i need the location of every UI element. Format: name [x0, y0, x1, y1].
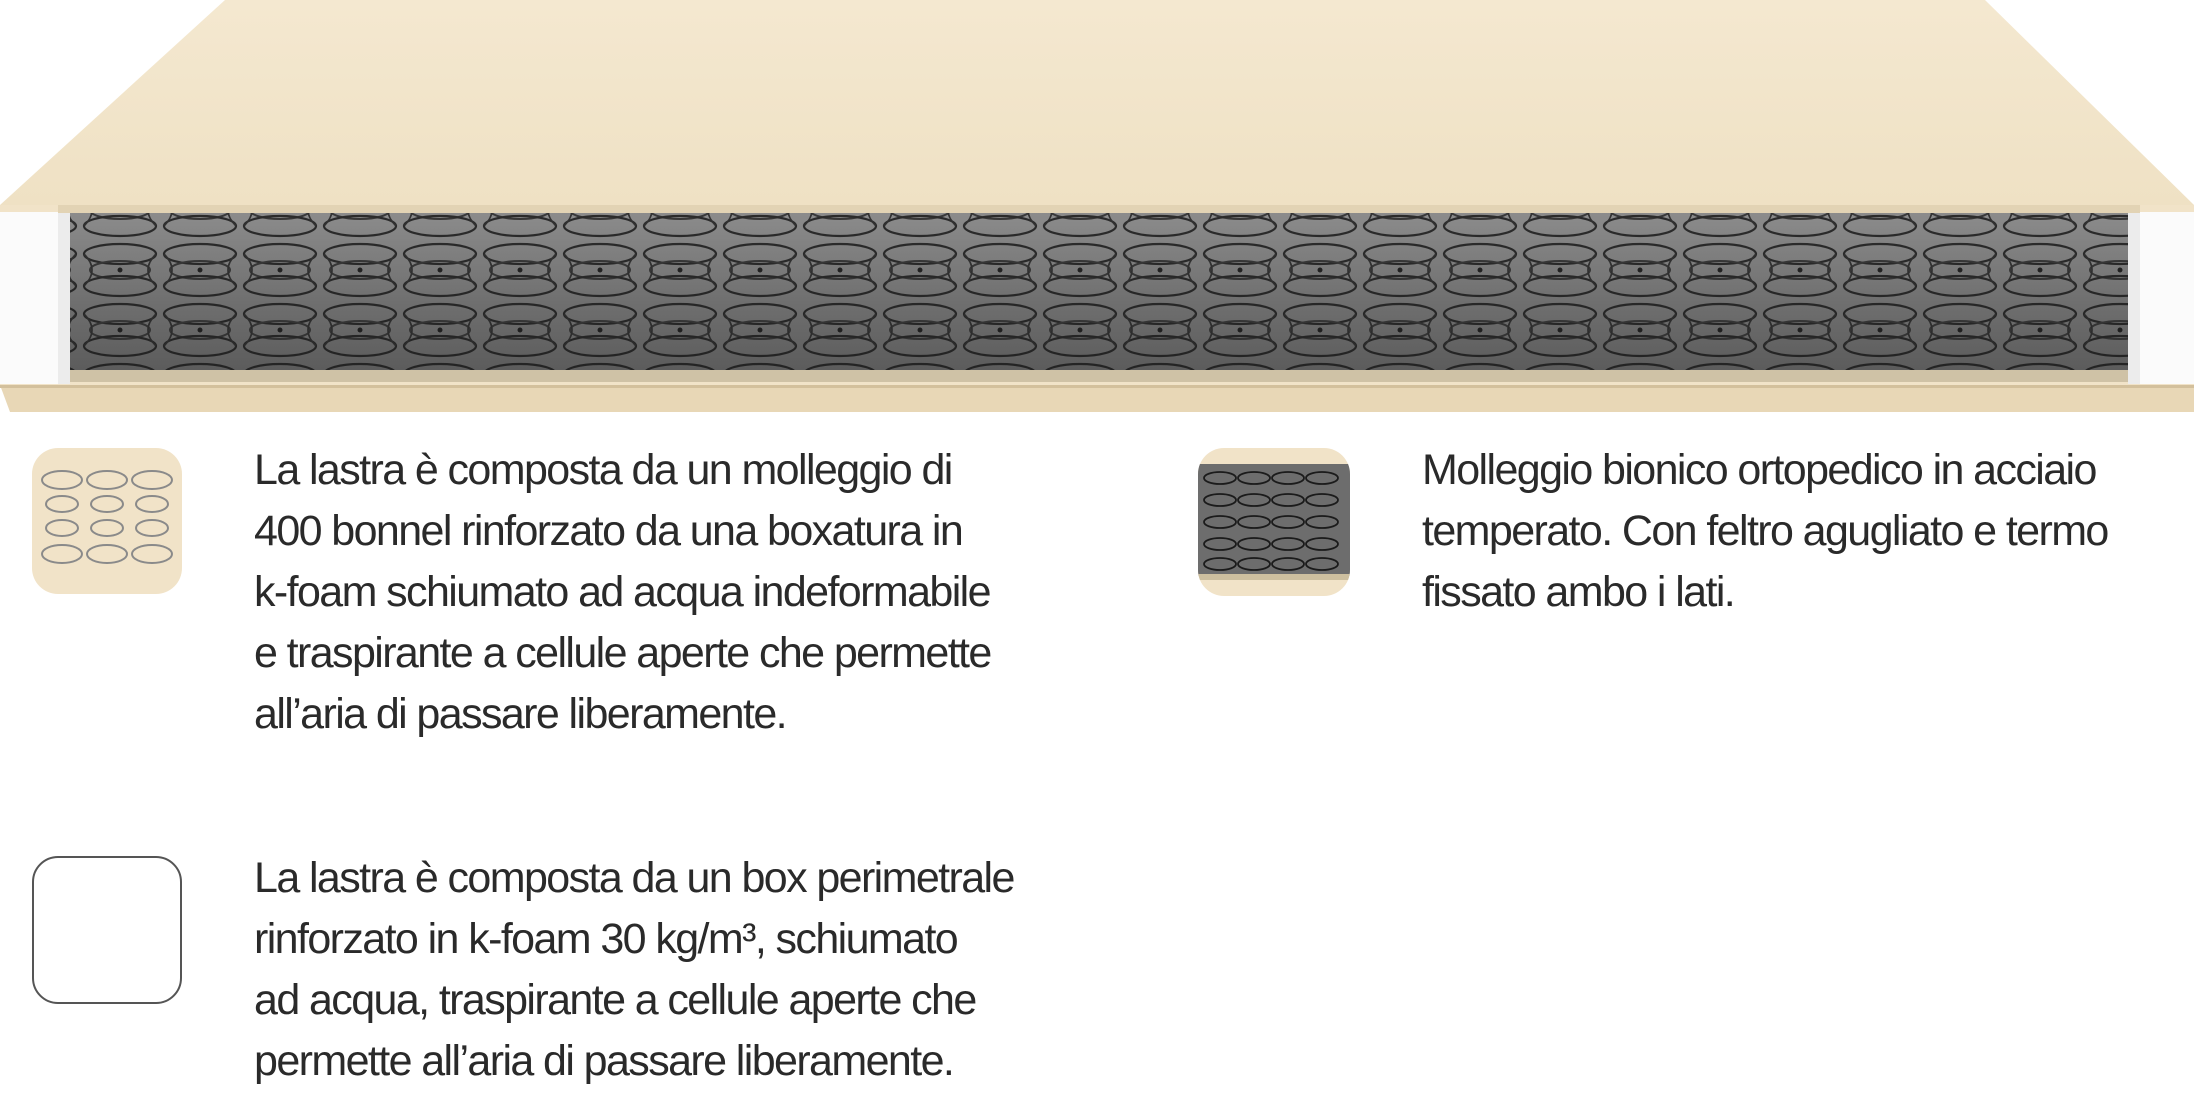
description-line: rinforzato in k-foam 30 kg/m³, schiumato — [254, 915, 958, 963]
bionic-description — [1422, 440, 2108, 623]
mattress-right-side — [2140, 212, 2194, 384]
description-line: 400 bonnel rinforzato da una boxatura in — [254, 507, 963, 555]
felt-layer — [70, 370, 2128, 382]
foam-box-description — [254, 848, 1014, 1092]
foam-box-icon — [32, 856, 182, 1004]
description-line: ad acqua, traspirante a cellule aperte che — [254, 976, 976, 1024]
description-line: temperato. Con feltro agugliato e termo — [1422, 507, 2108, 555]
mattress-cross-section-illustration — [0, 0, 2194, 420]
bionic-springs-icon — [1198, 448, 1350, 596]
bonnel-description — [254, 440, 991, 745]
description-line: La lastra è composta da un molleggio di — [254, 446, 952, 494]
description-line: La lastra è composta da un box perimetrale — [254, 854, 1014, 902]
bonnel-springs-icon — [32, 448, 182, 594]
description-line: permette all’aria di passare liberamente. — [254, 1037, 954, 1085]
mattress-top-cover — [0, 0, 2194, 205]
description-line: Molleggio bionico ortopedico in acciaio — [1422, 446, 2096, 494]
mattress-left-side — [0, 212, 58, 384]
description-line: e traspirante a cellule aperte che permette — [254, 629, 991, 677]
description-line: all’aria di passare liberamente. — [254, 690, 786, 738]
mattress-bottom-cover — [0, 385, 2194, 412]
description-line: fissato ambo i lati. — [1422, 568, 1735, 616]
description-line: k-foam schiumato ad acqua indeformabile — [254, 568, 990, 616]
